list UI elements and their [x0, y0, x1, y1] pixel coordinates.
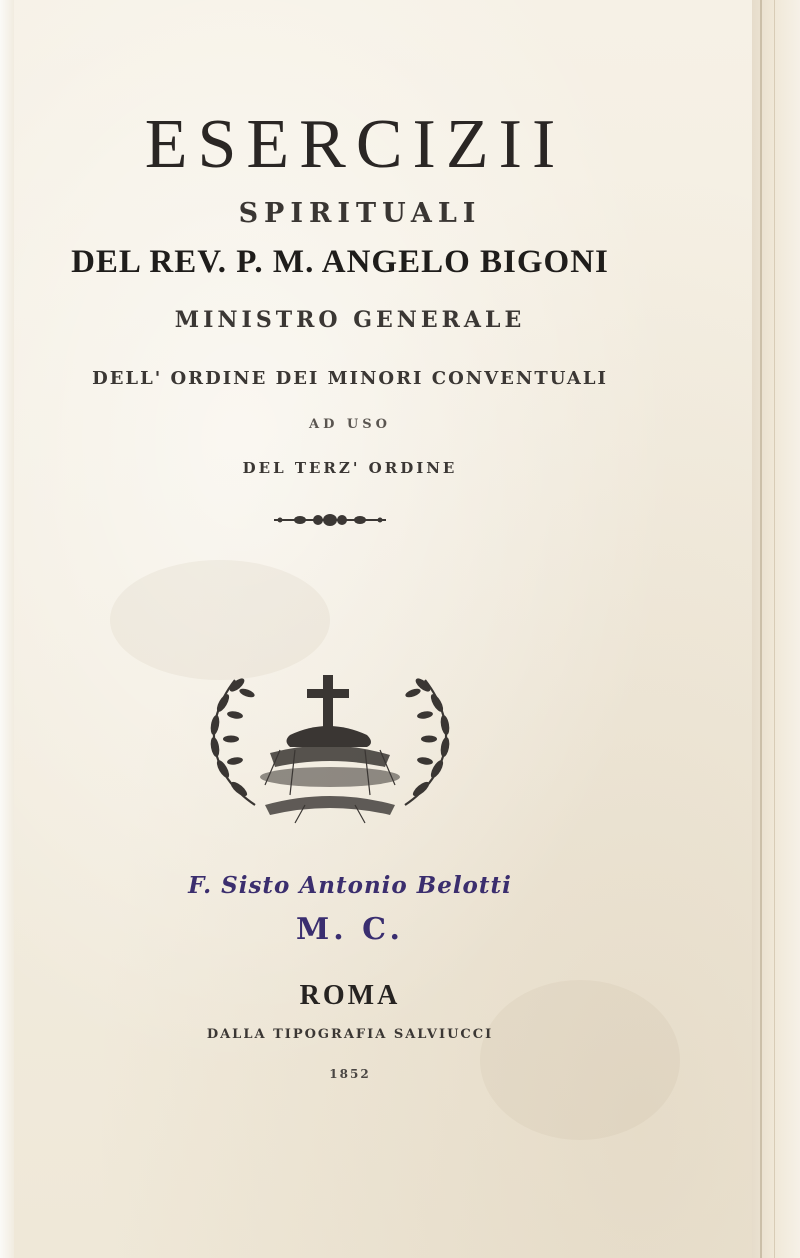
- imprint-printer: DALLA TIPOGRAFIA SALVIUCCI: [206, 1027, 494, 1042]
- third-order-line: DEL TERZ' ORDINE: [242, 459, 458, 477]
- book-subtitle: SPIRITUALI: [238, 198, 482, 229]
- imprint-city: ROMA: [299, 980, 401, 1011]
- page-fold-line: [760, 0, 762, 1258]
- page-fold-line-secondary: [774, 0, 775, 1258]
- use-line: AD USO: [309, 417, 391, 432]
- order-line: DELL' ORDINE DEI MINORI CONVENTUALI: [92, 368, 608, 389]
- ornamental-rule-icon: [270, 510, 390, 530]
- imprint-year: 1852: [329, 1067, 371, 1081]
- owner-stamp-initials: M. C.: [296, 912, 404, 947]
- author-line: DEL REV. P. M. ANGELO BIGONI: [71, 244, 609, 280]
- owner-stamp-name: F. Sisto Antonio Belotti: [188, 872, 512, 899]
- book-title: ESERCIZII: [144, 106, 566, 183]
- page-left-edge: [0, 0, 14, 1258]
- author-role: MINISTRO GENERALE: [174, 307, 526, 333]
- cross-wreath-vignette-icon: [195, 655, 465, 830]
